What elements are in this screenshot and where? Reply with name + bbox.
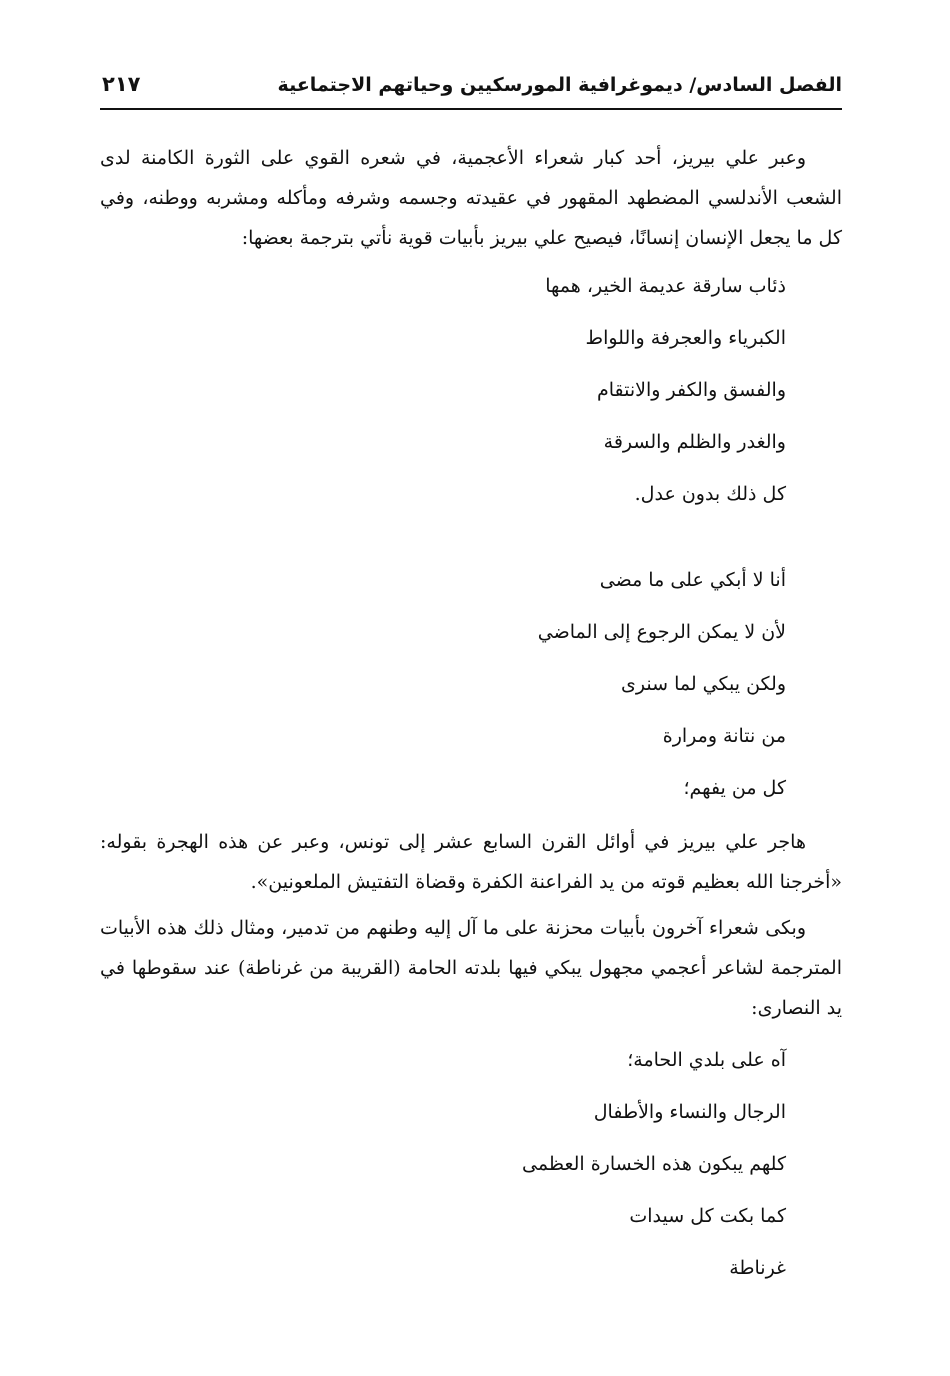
running-header: [100, 70, 842, 110]
page-body: [100, 138, 842, 1294]
verse-line: والفسق والكفر والانتقام: [596, 379, 786, 401]
verse-line: ذئاب سارقة عديمة الخير، همها: [545, 275, 786, 297]
verse-line: كلهم يبكون هذه الخسارة العظمى: [522, 1153, 786, 1175]
verse-line: آه على بلدي الحامة؛: [627, 1049, 786, 1071]
paragraph-intro: وعبر علي بيريز، أحد كبار شعراء الأعجمية، في شعره القوي على الثورة الكامنة لدى الشعب الأندلسي المضطهد المقهور في عقيدته وجسمه وشرفه ومأكله ومشربه ووطنه، وفي كل ما يجعل الإنسان إنسانًا، فيصيح علي بيريز بأبيات قوية نأتي بترجمة بعضها:: [100, 147, 842, 249]
verse-line: كما بكت كل سيدات: [629, 1205, 786, 1227]
poem-stanza-1: [100, 260, 842, 520]
verse-line: لأن لا يمكن الرجوع إلى الماضي: [537, 621, 786, 643]
verse-line: الكبرياء والعجرفة واللواط: [585, 327, 786, 349]
verse-line: كل من يفهم؛: [683, 777, 786, 799]
verse-line: كل ذلك بدون عدل.: [634, 483, 786, 505]
book-page: [100, 70, 842, 1294]
verse-line: والغدر والظلم والسرقة: [603, 431, 786, 453]
verse-line: أنا لا أبكي على ما مضى: [599, 569, 786, 591]
poem-stanza-3: [100, 1034, 842, 1294]
verse-line: الرجال والنساء والأطفال: [593, 1101, 786, 1123]
verse-line: ولكن يبكي لما سنرى: [621, 673, 786, 695]
chapter-title: الفصل السادس/ ديموغرافية المورسكيين وحياتهم الاجتماعية: [277, 74, 842, 96]
paragraph-other-poets: وبكى شعراء آخرون بأبيات محزنة على ما آل إليه وطنهم من تدمير، ومثال ذلك هذه الأبيات المترجمة لشاعر أعجمي مجهول يبكي فيها بلدته الحامة (القريبة من غرناطة) عند سقوطها في يد النصارى:: [100, 917, 842, 1019]
verse-line: غرناطة: [729, 1257, 786, 1279]
verse-line: من نتانة ومرارة: [662, 725, 786, 747]
poem-stanza-2: [100, 554, 842, 814]
paragraph-emigration: هاجر علي بيريز في أوائل القرن السابع عشر إلى تونس، وعبر عن هذه الهجرة بقوله: «أخرجنا الله بعظيم قوته من يد الفراعنة الكفرة وقضاة التفتيش الملعونين».: [100, 831, 842, 893]
page-number: ٢١٧: [102, 72, 141, 96]
